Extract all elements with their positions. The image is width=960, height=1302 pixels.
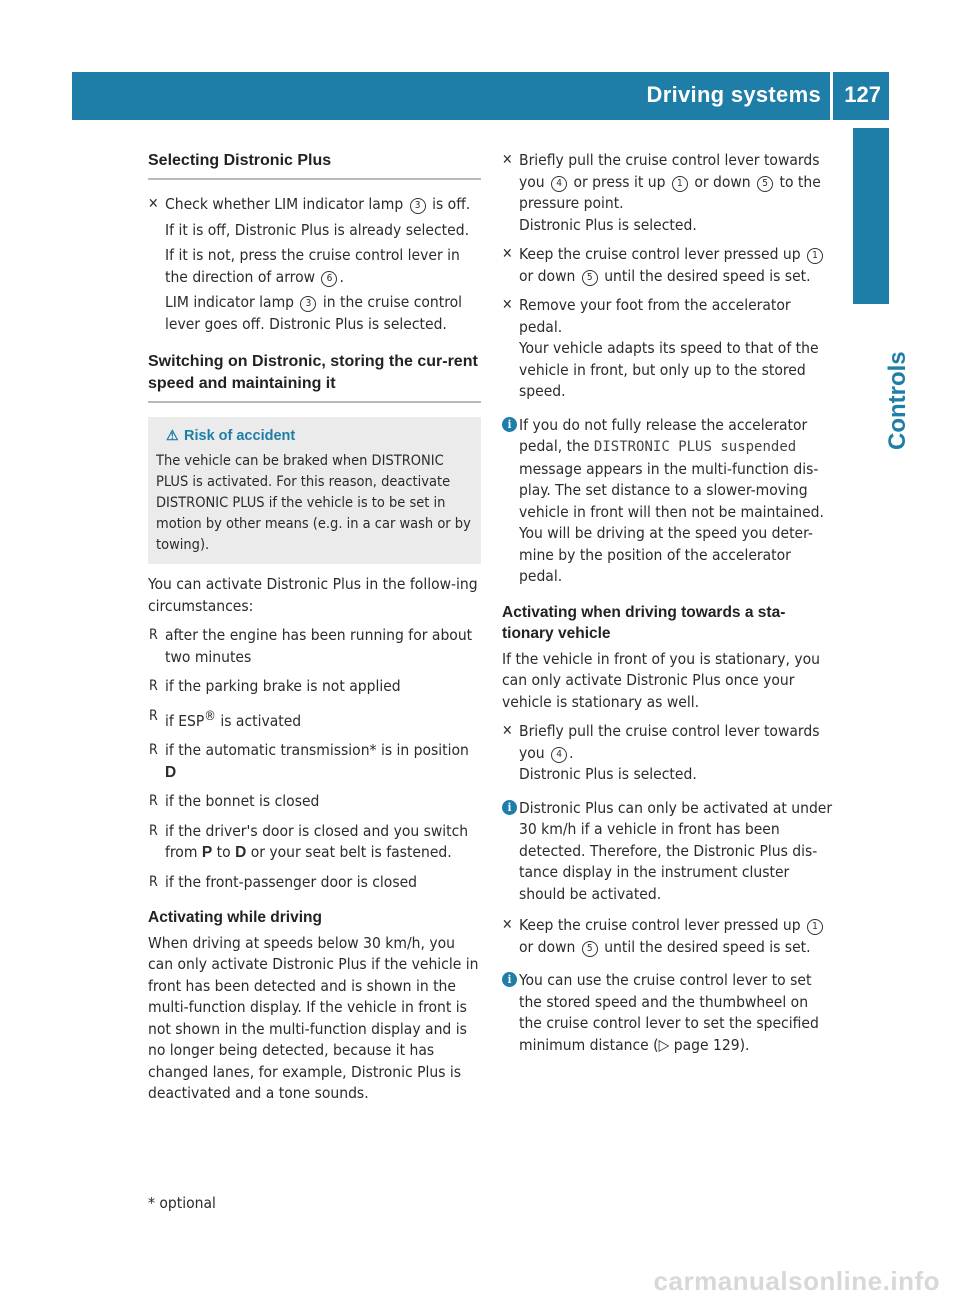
text: Briefly pull the cruise control lever towards you <box>519 722 820 762</box>
text: If it is not, press the cruise control lever in the direction of arrow <box>165 246 460 286</box>
number-marker: 1 <box>807 919 823 935</box>
header-bar <box>72 72 889 120</box>
step-text <box>519 295 835 403</box>
bullet-icon: R <box>149 707 158 724</box>
page-ref-icon: ▷ <box>658 1035 670 1054</box>
info-icon: i <box>502 972 517 987</box>
text: or down <box>519 266 576 285</box>
step-pull-towards <box>502 721 835 786</box>
info-note <box>502 415 835 588</box>
text: or press it up <box>573 172 666 191</box>
text: Distronic Plus can only be activated at under 30 km/h if a vehicle in front has been detected. Therefore, the Distronic Plus dis-tance display in the instrument cluster should be activated. <box>519 798 833 903</box>
info-icon: i <box>502 800 517 815</box>
gear-letter: D <box>235 844 247 862</box>
text: Check whether LIM indicator lamp <box>165 195 404 213</box>
step-arrow-icon: ✕ <box>502 917 513 933</box>
text: You can use the cruise control lever to set the stored speed and the thumbwheel on the cruise control lever to set the specified minimum distance ( <box>519 971 819 1054</box>
subheading-while-driving: Activating while driving <box>148 909 322 927</box>
step-arrow-icon: ✕ <box>148 196 159 212</box>
text: after the engine has been running for about two minutes <box>165 626 473 666</box>
step-text <box>519 244 835 287</box>
text: if the driver's door is closed and you switch from <box>165 821 469 862</box>
display-message: DISTRONIC PLUS suspended <box>593 439 797 455</box>
warning-text: The vehicle can be braked when DISTRONIC PLUS is activated. For this reason, deactivate DISTRONIC PLUS if the vehicle is to be set in motion by other means (e.g. in a car wash or by towing). <box>156 453 471 553</box>
subheading-stationary: Activating when driving towards a sta-tionary vehicle <box>502 603 786 642</box>
text: if the automatic transmission* is in position <box>165 741 469 760</box>
text: If you do not fully release the accelerator pedal, the <box>519 415 808 455</box>
number-marker: 5 <box>582 270 598 286</box>
number-marker: 1 <box>807 248 823 264</box>
side-tab-text: Controls <box>884 351 911 450</box>
step-text <box>165 194 481 216</box>
list-item <box>148 706 481 733</box>
list-item <box>148 821 481 864</box>
bullet-icon: R <box>149 627 158 643</box>
text: or down <box>694 172 751 191</box>
text: in the cruise control lever goes off. Distronic Plus is selected. <box>165 293 463 333</box>
left-column <box>148 150 481 1113</box>
registered-mark: ® <box>204 708 216 724</box>
info-icon: i <box>502 417 517 432</box>
text: message appears in the multi-function dis-play. The set distance to a slower-moving vehicle in front will then not be maintained. You will be driving at the speed you deter-mine by the position of the accelerator pedal. <box>519 459 824 585</box>
text: . <box>569 743 574 762</box>
number-marker: 3 <box>300 296 316 312</box>
number-marker: 6 <box>321 271 337 287</box>
text: Risk of accident <box>184 428 296 444</box>
warning-box <box>148 417 481 564</box>
text: is off. <box>432 195 471 213</box>
step-keep-pressed-2 <box>502 915 835 958</box>
heading-selecting: Selecting Distronic Plus <box>148 150 481 180</box>
warning-triangle-icon: ⚠ <box>166 427 179 443</box>
bullet-icon: R <box>149 793 158 810</box>
step-text <box>165 245 481 288</box>
text: Distronic Plus is selected. <box>519 765 697 783</box>
number-marker: 1 <box>672 176 688 192</box>
list-item <box>148 872 481 894</box>
gear-letter: P <box>201 844 213 862</box>
list-item <box>148 791 481 813</box>
side-tab-block <box>853 128 889 304</box>
step-arrow-icon: ✕ <box>502 297 513 313</box>
side-tab-label <box>856 310 911 450</box>
text: Keep the cruise control lever pressed up <box>519 916 801 934</box>
bullet-icon: R <box>149 742 158 759</box>
text: Distronic Plus is selected. <box>519 215 697 234</box>
text: Remove your foot from the accelerator pedal. <box>519 296 791 336</box>
page-number: 127 <box>844 82 881 107</box>
paragraph: If the vehicle in front of you is stationary, you can only activate Distronic Plus once your vehicle is stationary as well. <box>502 649 821 711</box>
step-pull-lever <box>502 150 835 236</box>
info-note <box>502 970 835 1056</box>
number-marker: 4 <box>551 176 567 192</box>
number-marker: 5 <box>757 176 773 192</box>
bullet-icon: R <box>149 873 158 890</box>
gear-letter: D <box>165 763 177 781</box>
text: until the desired speed is set. <box>604 266 811 285</box>
text: Briefly pull the cruise control lever towards you <box>519 151 820 191</box>
list-item <box>148 676 481 698</box>
text: to <box>216 843 231 862</box>
step-arrow-icon: ✕ <box>502 723 513 739</box>
text: to the pressure point. <box>519 172 821 212</box>
section-title: Driving systems <box>646 82 821 107</box>
paragraph: When driving at speeds below 30 km/h, you can only activate Distronic Plus if the vehicle in front has been detected and is shown in the multi-function display. If the vehicle in front is not shown in the multi-function display and is no longer being detected, because it has changed lanes, for example, Distronic Plus is deactivated and a tone sounds. <box>148 933 479 1103</box>
text: Your vehicle adapts its speed to that of the vehicle in front, but only up to the stored speed. <box>519 339 819 400</box>
list-item <box>148 740 481 783</box>
step-remove-foot <box>502 295 835 403</box>
intro-paragraph: You can activate Distronic Plus in the follow-ing circumstances: <box>148 575 478 615</box>
text: LIM indicator lamp <box>165 293 295 311</box>
bullet-icon: R <box>149 822 158 839</box>
step-text <box>519 150 835 236</box>
footnote: * optional <box>148 1194 216 1212</box>
watermark: carmanualsonline.info <box>653 1266 940 1296</box>
text: page 129). <box>669 1035 750 1054</box>
step-text <box>165 292 481 335</box>
step-arrow-icon: ✕ <box>502 246 513 262</box>
header-divider <box>830 72 833 120</box>
step-text: If it is off, Distronic Plus is already selected. <box>165 220 469 239</box>
step-text <box>519 721 835 786</box>
step-keep-pressed <box>502 244 835 287</box>
text: if ESP <box>165 711 205 730</box>
step-arrow-icon: ✕ <box>502 152 513 168</box>
text: Keep the cruise control lever pressed up <box>519 245 801 263</box>
text: is activated <box>215 711 302 730</box>
info-note <box>502 798 835 906</box>
warning-title <box>156 425 473 447</box>
step-check-lim <box>148 194 481 335</box>
text: or your seat belt is fastened. <box>250 843 452 862</box>
list-item <box>148 625 481 668</box>
text: . <box>339 267 344 286</box>
right-column <box>502 150 835 1066</box>
text: until the desired speed is set. <box>604 937 811 956</box>
text: if the front-passenger door is closed <box>165 872 418 891</box>
step-text <box>519 915 835 958</box>
text: or down <box>519 937 576 956</box>
number-marker: 4 <box>551 747 567 763</box>
bullet-icon: R <box>149 678 158 694</box>
number-marker: 5 <box>582 941 598 957</box>
text: if the parking brake is not applied <box>165 677 401 695</box>
number-marker: 3 <box>410 198 426 214</box>
heading-switching-on: Switching on Distronic, storing the cur-rent speed and maintaining it <box>148 351 481 403</box>
text: if the bonnet is closed <box>165 792 320 811</box>
